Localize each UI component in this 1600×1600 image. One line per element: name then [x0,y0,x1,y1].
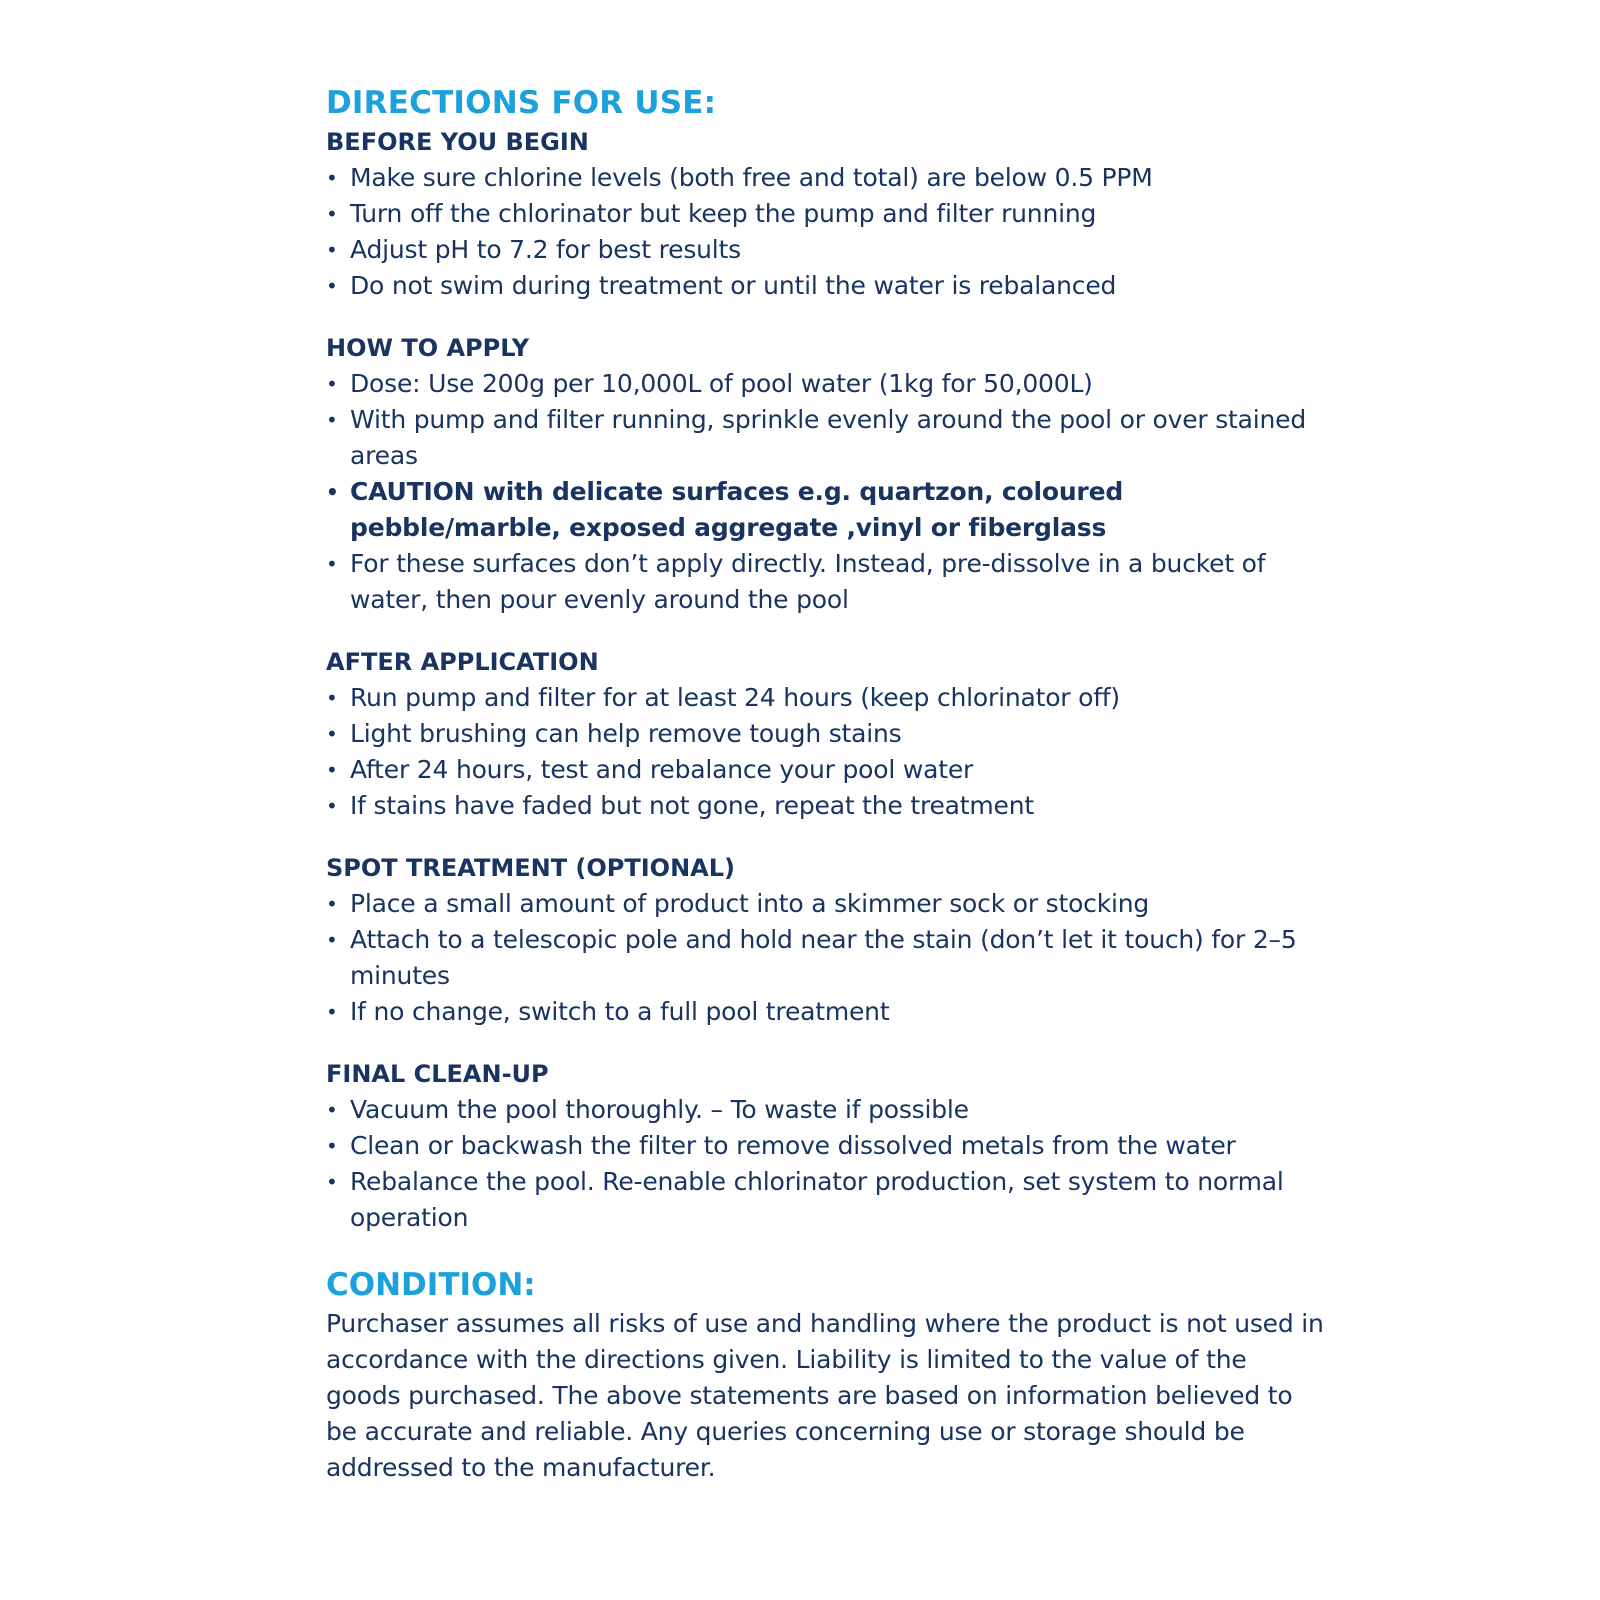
bullet-item [326,994,1326,1030]
bullet-icon: • [326,238,338,262]
bullet-item [326,680,1326,716]
directions-heading: DIRECTIONS FOR USE: [326,85,717,121]
bullet-item [326,366,1326,402]
bullet-text: Place a small amount of product into a skimmer sock or stocking [350,889,1150,918]
directions-section [326,850,1326,1030]
directions-section [326,644,1326,824]
bullet-item [326,232,1326,268]
bullet-icon: • [326,274,338,298]
bullet-text: Adjust pH to 7.2 for best results [350,235,741,264]
bullet-text: Light brushing can help remove tough stains [350,719,902,748]
bullet-icon: • [326,758,338,782]
bullet-item [326,546,1326,618]
bullet-icon: • [326,372,338,396]
section-title: BEFORE YOU BEGIN [326,128,589,156]
label-content [326,82,1326,1486]
bullet-icon: • [326,892,338,916]
section-title: AFTER APPLICATION [326,648,599,676]
condition-text: Purchaser assumes all risks of use and handling where the product is not used in accordance with the directions given. Liability is limited to the value of the goods purchased. The above statements are based on information believed to be accurate and reliable. Any queries concerning use or storage should be addressed to the manufacturer. [326,1309,1324,1482]
bullet-item [326,474,1326,546]
bullet-icon: • [326,1170,338,1194]
section-title: FINAL CLEAN-UP [326,1060,549,1088]
bullet-text: If no change, switch to a full pool treatment [350,997,890,1026]
bullet-item [326,160,1326,196]
bullet-item [326,922,1326,994]
condition-heading: CONDITION: [326,1267,536,1303]
bullet-item [326,752,1326,788]
bullet-text: Dose: Use 200g per 10,000L of pool water (1kg for 50,000L) [350,369,1093,398]
bullet-list [326,886,1326,1030]
bullet-text: Vacuum the pool thoroughly. – To waste if possible [350,1095,969,1124]
bullet-text: Turn off the chlorinator but keep the pump and filter running [350,199,1097,228]
bullet-item [326,886,1326,922]
bullet-icon: • [326,686,338,710]
bullet-text: Rebalance the pool. Re-enable chlorinator production, set system to normal operation [350,1167,1284,1232]
bullet-text: After 24 hours, test and rebalance your pool water [350,755,974,784]
directions-section [326,1056,1326,1236]
bullet-text: Make sure chlorine levels (both free and total) are below 0.5 PPM [350,163,1153,192]
bullet-item [326,1164,1326,1236]
directions-section [326,124,1326,304]
bullet-text: If stains have faded but not gone, repeat the treatment [350,791,1034,820]
bullet-text: CAUTION with delicate surfaces e.g. quartzon, coloured pebble/marble, exposed aggregate ,vinyl or fiberglass [350,477,1124,542]
bullet-text: Attach to a telescopic pole and hold near the stain (don’t let it touch) for 2–5 minutes [350,925,1297,990]
bullet-list [326,680,1326,824]
bullet-icon: • [326,928,338,952]
bullet-icon: • [326,202,338,226]
bullet-icon: • [326,408,338,432]
bullet-item [326,196,1326,232]
bullet-icon: • [326,1134,338,1158]
bullet-icon: • [326,794,338,818]
bullet-list [326,366,1326,618]
bullet-icon: • [326,1098,338,1122]
bullet-icon: • [326,722,338,746]
bullet-item [326,788,1326,824]
bullet-item [326,1092,1326,1128]
bullet-icon: • [326,1000,338,1024]
section-title: SPOT TREATMENT (OPTIONAL) [326,854,736,882]
bullet-text: Clean or backwash the filter to remove dissolved metals from the water [350,1131,1236,1160]
bullet-text: With pump and filter running, sprinkle evenly around the pool or over stained areas [350,405,1307,470]
bullet-item [326,716,1326,752]
bullet-item [326,1128,1326,1164]
directions-section [326,330,1326,618]
bullet-list [326,1092,1326,1236]
bullet-icon: • [326,166,338,190]
bullet-text: Run pump and filter for at least 24 hours (keep chlorinator off) [350,683,1120,712]
bullet-text: Do not swim during treatment or until the water is rebalanced [350,271,1117,300]
section-title: HOW TO APPLY [326,334,530,362]
bullet-item [326,268,1326,304]
bullet-text: For these surfaces don’t apply directly. Instead, pre-dissolve in a bucket of water, then pour evenly around the pool [350,549,1266,614]
bullet-icon: • [326,552,338,576]
directions-sections [326,124,1326,1236]
bullet-list [326,160,1326,304]
bullet-icon: • [326,480,339,504]
bullet-item [326,402,1326,474]
